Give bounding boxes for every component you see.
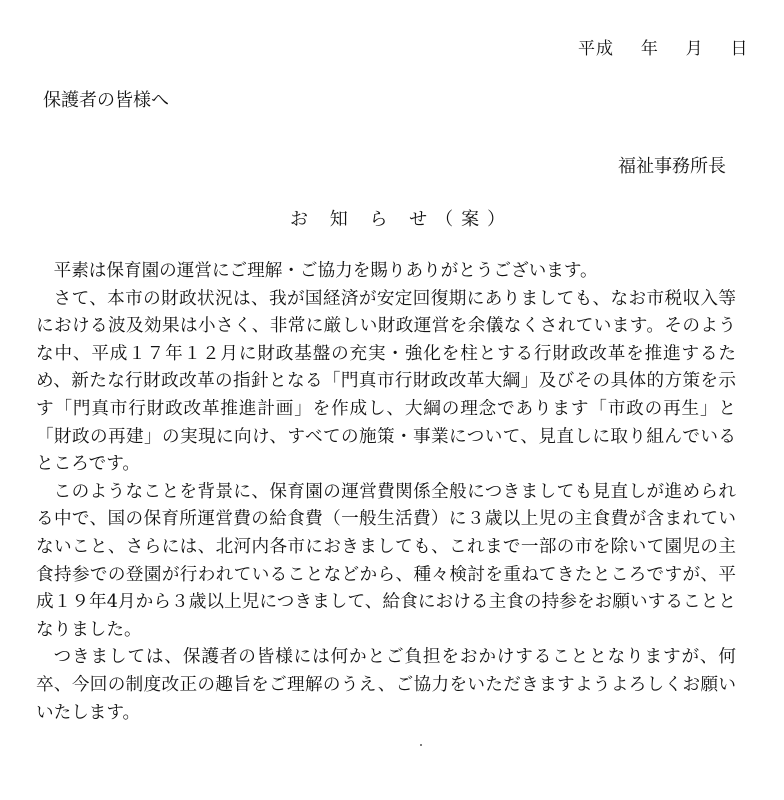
paragraph-policy-change: このようなことを背景に、保育園の運営費関係全般につきましても見直しが進められる中で、国の保育所運営費の給食費（一般生活費）に３歳以上児の主食費が含まれていないこと、さらには、北河内各市におきましても、これまで一部の市を除いて園児の主食持参での登園が行われていることなどから、種々検討を重ねてきたところですが、平成１９年4月から３歳以上児につきまして、給食における主食の持参をお願いすることとなりました。 bbox=[36, 481, 736, 640]
date-era: 平成 bbox=[578, 39, 614, 59]
date-month-unit: 月 bbox=[685, 39, 704, 59]
paragraph-financial-background: さて、本市の財政状況は、我が国経済が安定回復期にありましても、なお市税収入等における波及効果は小さく、非常に厳しい財政運営を余儀なくされています。そのような中、平成１７年１２月に財政基盤の充実・強化を柱とする行財政改革を推進するため、新たな行財政改革の指針となる「門真市行財政改革大綱」及びその具体的方策を示す「門真市行財政改革推進計画」を作成し、大綱の理念であります「市政の再生」と「財政の再建」の実現に向け、すべての施策・事業について、見直しに取り組んでいるところです。 bbox=[36, 288, 736, 475]
sender-line: 福祉事務所長 bbox=[618, 156, 726, 177]
paragraph-request: つきましては、保護者の皆様には何かとご負担をおかけすることとなりますが、何卒、今回の制度改正の趣旨をご理解のうえ、ご協力をいただきますようよろしくお願いいたします。 bbox=[36, 647, 736, 723]
paragraph-greeting: 平素は保育園の運営にご理解・ご協力を賜りありがとうございます。 bbox=[53, 261, 598, 281]
scan-speck bbox=[420, 744, 422, 746]
date-year-unit: 年 bbox=[640, 39, 659, 59]
document-body bbox=[36, 258, 736, 727]
date-day-unit: 日 bbox=[730, 39, 749, 59]
document-date bbox=[578, 34, 748, 59]
document-title: お 知 ら せ（案） bbox=[290, 209, 514, 230]
recipient-line: 保護者の皆様へ bbox=[43, 90, 169, 111]
